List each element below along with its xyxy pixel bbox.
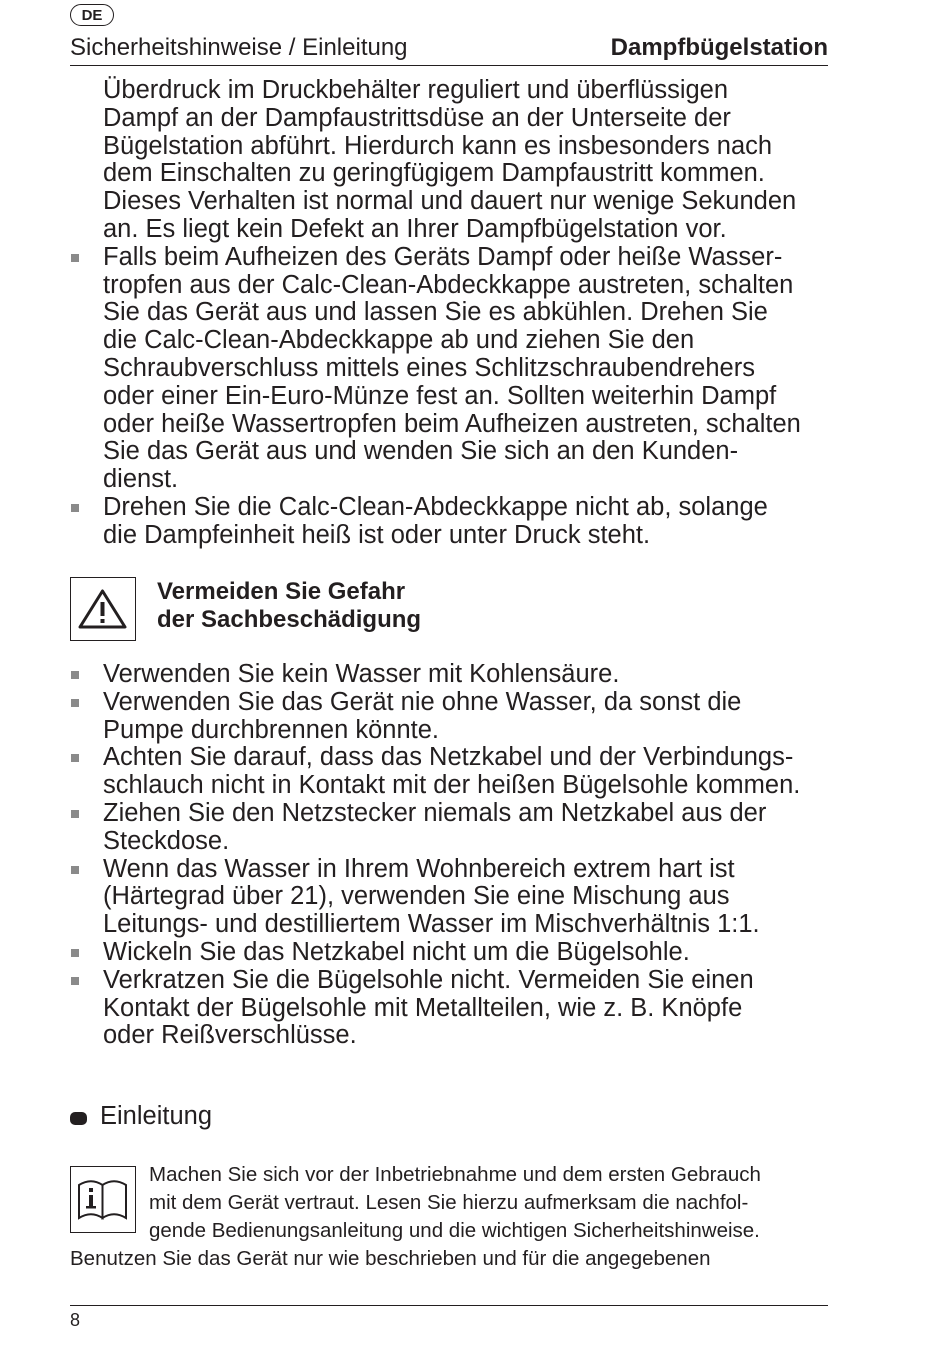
list-item <box>70 800 860 856</box>
text-line: an. Es liegt kein Defekt an Ihrer Dampfbügelstation vor. <box>103 214 727 243</box>
text-line: Sie das Gerät aus und lassen Sie es abkühlen. Drehen Sie <box>103 298 768 327</box>
square-bullet-icon <box>71 671 79 679</box>
text-line: Dieses Verhalten ist normal und dauert nur wenige Sekunden <box>103 187 797 216</box>
intro-paragraph <box>70 77 860 244</box>
list-item <box>70 494 860 550</box>
warning-heading-line: Vermeiden Sie Gefahr <box>157 578 406 605</box>
language-badge: DE <box>70 4 114 26</box>
square-bullet-icon <box>71 810 79 818</box>
list-item <box>70 689 860 745</box>
text-line: Dampf an der Dampfaustrittsdüse an der Unterseite der <box>103 103 731 132</box>
text-line: mit dem Gerät vertraut. Lesen Sie hierzu aufmerksam die nachfol- <box>149 1191 749 1214</box>
list-item <box>70 939 860 967</box>
text-line: dem Einschalten zu geringfügigem Dampfaustritt kommen. <box>103 159 765 188</box>
text-line: Falls beim Aufheizen des Geräts Dampf oder heiße Wasser- <box>103 242 783 271</box>
text-line: Wickeln Sie das Netzkabel nicht um die Bügelsohle. <box>103 937 690 966</box>
text-line: dienst. <box>103 465 179 494</box>
text-line: Machen Sie sich vor der Inbetriebnahme und dem ersten Gebrauch <box>149 1163 761 1186</box>
text-line: Pumpe durchbrennen könnte. <box>103 715 439 744</box>
text-line: Verkratzen Sie die Bügelsohle nicht. Vermeiden Sie einen <box>103 965 754 994</box>
text-line: Überdruck im Druckbehälter reguliert und überflüssigen <box>103 76 729 104</box>
square-bullet-icon <box>71 504 79 512</box>
text-line: die Calc-Clean-Abdeckkappe ab und ziehen Sie den <box>103 326 695 355</box>
square-bullet-icon <box>71 866 79 874</box>
list-item <box>70 244 860 494</box>
text-line: oder einer Ein-Euro-Münze fest an. Sollten weiterhin Dampf <box>103 381 777 410</box>
text-line: schlauch nicht in Kontakt mit der heißen Bügelsohle kommen. <box>103 771 801 800</box>
text-line: Ziehen Sie den Netzstecker niemals am Netzkabel aus der <box>103 798 767 827</box>
warning-list <box>70 661 860 1050</box>
square-bullet-icon <box>71 699 79 707</box>
text-line: Schraubverschluss mittels eines Schlitzschraubendrehers <box>103 353 755 382</box>
page-header <box>70 32 828 66</box>
warning-triangle-icon <box>71 578 134 639</box>
text-line: Verwenden Sie kein Wasser mit Kohlensäure. <box>103 660 620 688</box>
list-item <box>70 661 860 689</box>
text-line: Benutzen Sie das Gerät nur wie beschrieben und für die angegebenen <box>70 1247 711 1270</box>
square-bullet-icon <box>71 754 79 762</box>
text-line: gende Bedienungsanleitung und die wichtigen Sicherheitshinweise. <box>149 1219 760 1242</box>
text-line: Bügelstation abführt. Hierdurch kann es insbesonders nach <box>103 131 773 160</box>
text-line: oder heiße Wassertropfen beim Aufheizen austreten, schalten <box>103 409 801 438</box>
text-line: Drehen Sie die Calc-Clean-Abdeckkappe nicht ab, solange <box>103 492 768 521</box>
text-line: (Härtegrad über 21), verwenden Sie eine Mischung aus <box>103 882 730 911</box>
list-item <box>70 856 860 939</box>
square-bullet-icon <box>71 949 79 957</box>
header-section-title: Sicherheitshinweise / Einleitung <box>70 34 408 61</box>
text-line: Kontakt der Bügelsohle mit Metallteilen, wie z. B. Knöpfe <box>103 993 743 1022</box>
warning-heading-line: der Sachbeschädigung <box>157 606 422 633</box>
text-line: die Dampfeinheit heiß ist oder unter Druck steht. <box>103 520 651 549</box>
footer-divider <box>70 1305 828 1306</box>
text-line: tropfen aus der Calc-Clean-Abdeckkappe austreten, schalten <box>103 270 794 299</box>
square-bullet-icon <box>71 977 79 985</box>
info-text <box>149 1161 839 1245</box>
square-bullet-icon <box>71 254 79 262</box>
text-line: oder Reißverschlüsse. <box>103 1021 357 1050</box>
intro-block <box>70 77 860 550</box>
info-book-icon <box>71 1167 134 1231</box>
text-line: Verwenden Sie das Gerät nie ohne Wasser, da sonst die <box>103 687 742 716</box>
warning-heading <box>157 578 421 634</box>
page-number: 8 <box>70 1310 81 1330</box>
header-product-title: Dampfbügelstation <box>610 34 828 61</box>
text-line: Achten Sie darauf, dass das Netzkabel und der Verbindungs- <box>103 743 794 772</box>
text-line: Sie das Gerät aus und wenden Sie sich an den Kunden- <box>103 437 739 466</box>
text-line: Wenn das Wasser in Ihrem Wohnbereich extrem hart ist <box>103 854 735 883</box>
info-icon-box <box>70 1166 136 1233</box>
list-item <box>70 744 860 800</box>
text-line: Steckdose. <box>103 826 230 855</box>
warning-icon-box <box>70 577 136 641</box>
list-item <box>70 967 860 1050</box>
section-marker-icon <box>70 1112 87 1125</box>
section-title: Einleitung <box>100 1102 212 1130</box>
text-line: Leitungs- und destilliertem Wasser im Mischverhältnis 1:1. <box>103 910 760 939</box>
